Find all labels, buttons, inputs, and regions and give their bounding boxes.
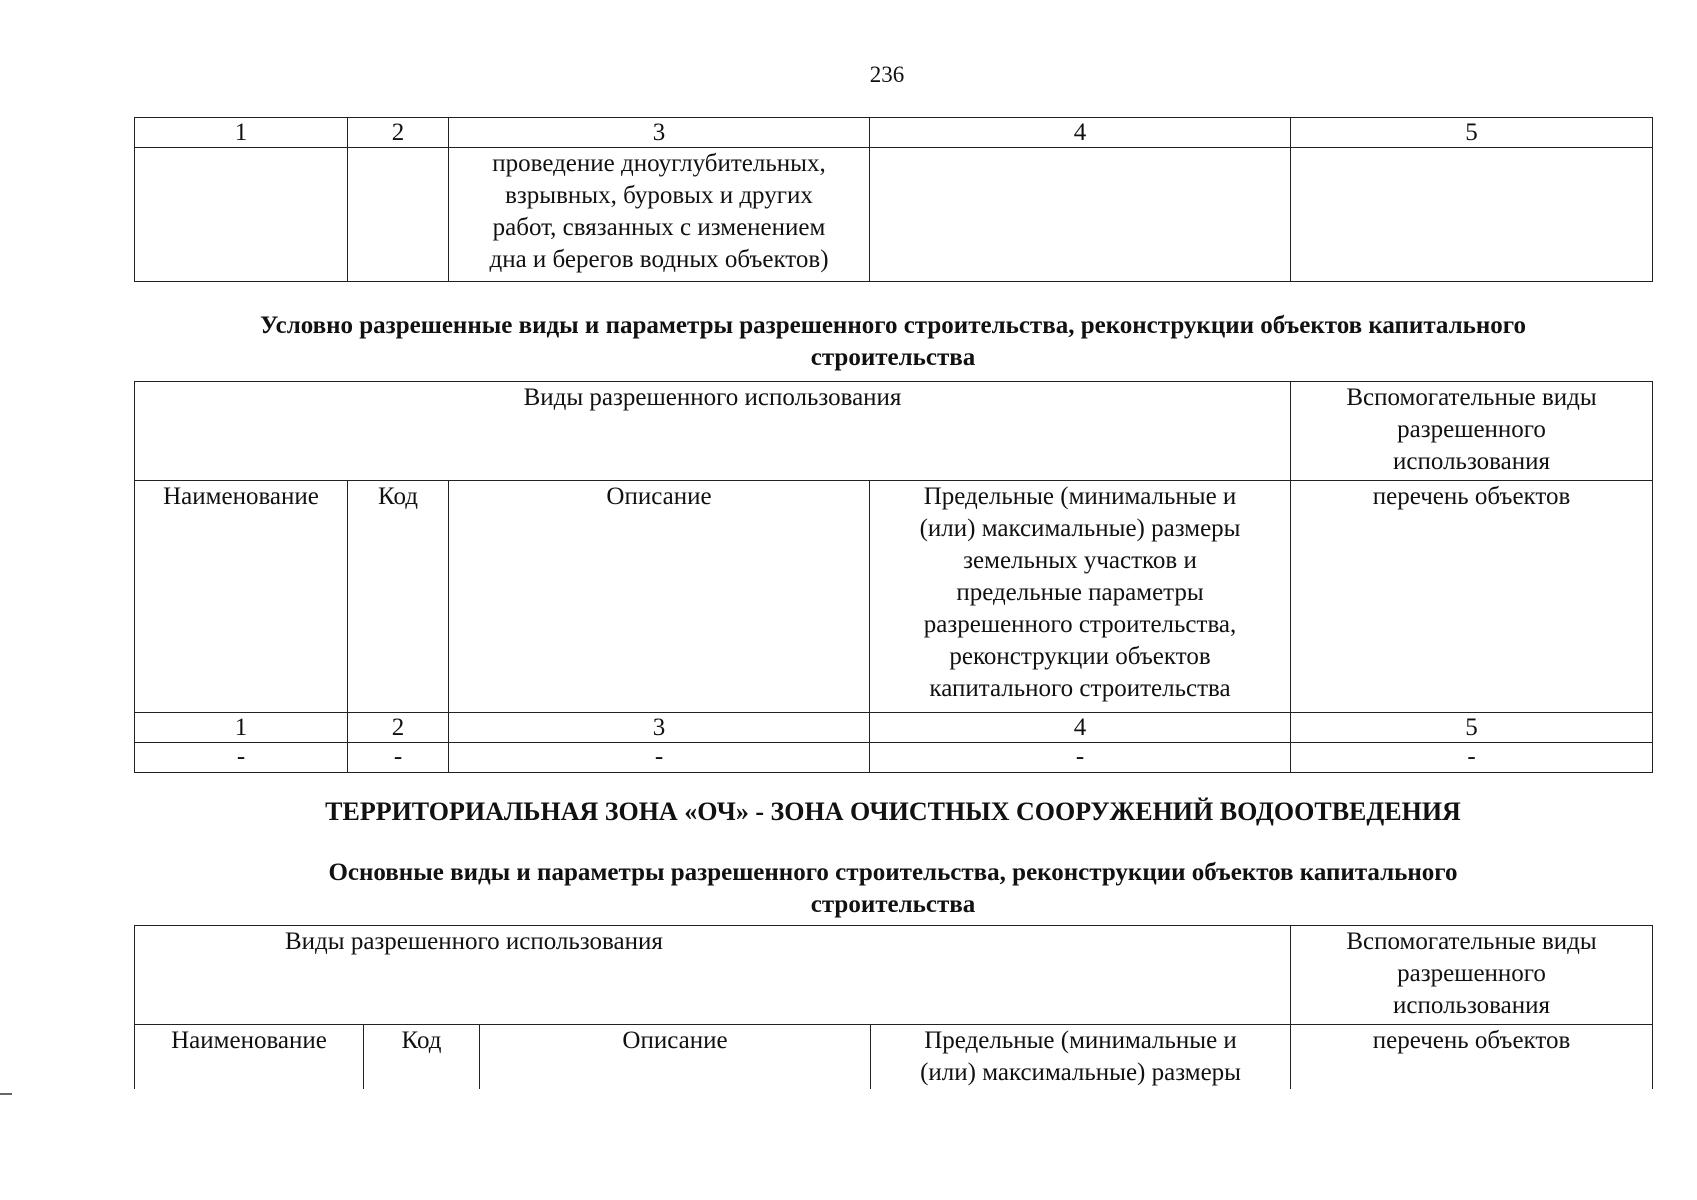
header-line: предельные параметры — [956, 579, 1204, 606]
heading-line: Основные виды и параметры разрешенного строительства, реконструкции объектов капитального — [328, 859, 1458, 886]
header-name: Наименование — [135, 481, 348, 713]
conditional-uses-table — [134, 381, 1653, 773]
header-code: Код — [348, 481, 449, 713]
header-line: использования — [1393, 992, 1551, 1019]
text-line: взрывных, буровых и других — [505, 182, 813, 209]
header-line: Вспомогательные виды — [1346, 384, 1597, 411]
group-header-row — [135, 382, 1653, 481]
column-number: 4 — [870, 118, 1291, 148]
text-line: проведение дноуглубительных, — [492, 150, 826, 177]
header-line: Вспомогательные виды — [1346, 928, 1597, 955]
section-heading-main — [134, 857, 1652, 921]
header-line: земельных участков и — [963, 547, 1197, 574]
header-objects: перечень объектов — [1291, 1025, 1653, 1090]
column-number: 5 — [1291, 713, 1653, 743]
header-line: (или) максимальные) размеры — [920, 1059, 1241, 1086]
heading-line: строительства — [810, 344, 976, 371]
section-heading-conditional — [134, 310, 1652, 374]
group-header — [135, 926, 1291, 1025]
header-line: Предельные (минимальные и — [923, 483, 1237, 510]
header-name: Наименование — [135, 1025, 364, 1090]
heading-line: Условно разрешенные виды и параметры разрешенного строительства, реконструкции объектов капитального — [259, 312, 1527, 339]
column-number: 2 — [348, 713, 449, 743]
text-line: работ, связанных с изменением — [492, 214, 826, 241]
table-row — [135, 148, 1653, 282]
column-number: 2 — [348, 118, 449, 148]
column-number: 4 — [870, 713, 1291, 743]
header-line: разрешенного — [1397, 960, 1546, 987]
column-header-row — [135, 481, 1653, 713]
header-description: Описание — [449, 481, 870, 713]
heading-line: строительства — [810, 891, 976, 918]
cell-objects: - — [1291, 743, 1653, 773]
main-uses-table — [134, 925, 1653, 1089]
header-limits — [871, 1025, 1291, 1090]
column-number-row — [135, 713, 1653, 743]
column-number: 3 — [449, 713, 870, 743]
cell-code — [348, 148, 449, 282]
column-header-row — [135, 1025, 1653, 1090]
header-line: реконструкции объектов — [949, 643, 1211, 670]
cell-objects — [1291, 148, 1653, 282]
column-number: 5 — [1291, 118, 1653, 148]
zone-title: ТЕРРИТОРИАЛЬНАЯ ЗОНА «ОЧ» - ЗОНА ОЧИСТНЫХ СООРУЖЕНИЙ ВОДООТВЕДЕНИЯ — [325, 797, 1461, 826]
header-line: использования — [1393, 448, 1551, 475]
header-code: Код — [364, 1025, 480, 1090]
header-line: капитального строительства — [929, 675, 1231, 702]
cell-name: - — [135, 743, 348, 773]
group-header: Виды разрешенного использования — [135, 382, 1291, 481]
cell-description: - — [449, 743, 870, 773]
group-header-text: Виды разрешенного использования — [285, 928, 663, 955]
cell-code: - — [348, 743, 449, 773]
margin-mark — [0, 1093, 12, 1095]
cell-description — [449, 148, 870, 282]
aux-header — [1291, 926, 1653, 1025]
column-number-row — [135, 118, 1653, 148]
header-objects: перечень объектов — [1291, 481, 1653, 713]
main-uses-table-wrapper — [134, 925, 1654, 1089]
text-line: дна и берегов водных объектов) — [489, 246, 829, 273]
cell-limits — [870, 148, 1291, 282]
cell-name — [135, 148, 348, 282]
table-row — [135, 743, 1653, 773]
column-number: 1 — [135, 118, 348, 148]
header-line: разрешенного строительства, — [923, 611, 1237, 638]
header-limits — [870, 481, 1291, 713]
column-number: 3 — [449, 118, 870, 148]
continuation-table — [134, 117, 1653, 282]
cell-limits: - — [870, 743, 1291, 773]
header-line: Предельные (минимальные и — [924, 1027, 1237, 1054]
column-number: 1 — [135, 713, 348, 743]
header-description: Описание — [480, 1025, 871, 1090]
header-line: разрешенного — [1397, 416, 1546, 443]
group-header-row — [135, 926, 1653, 1025]
aux-header — [1291, 382, 1653, 481]
page-number: 236 — [869, 62, 905, 87]
header-line: (или) максимальные) размеры — [919, 515, 1241, 542]
